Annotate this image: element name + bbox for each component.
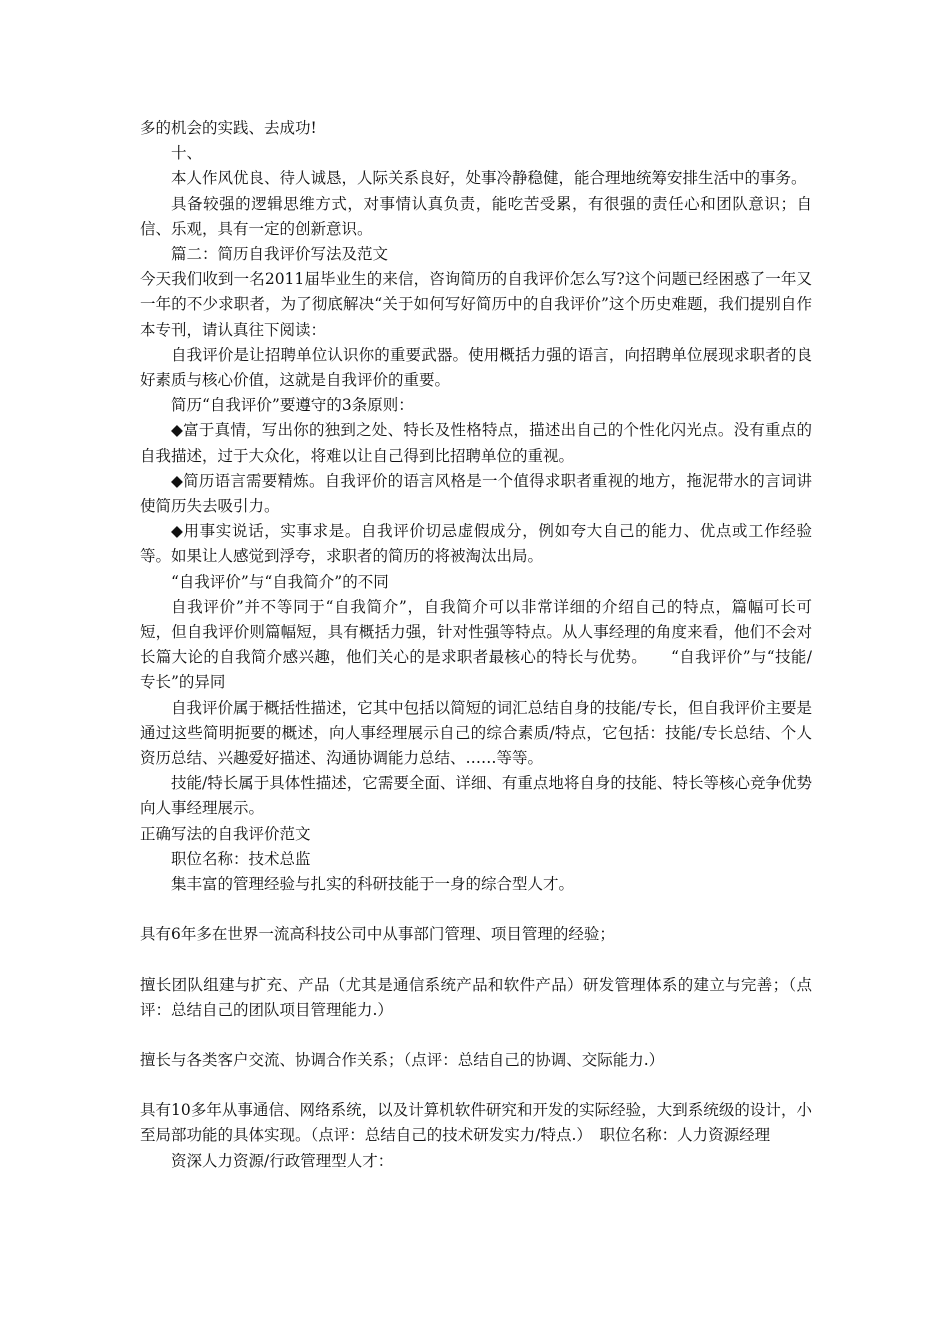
paragraph: 技能/特长属于具体性描述，它需要全面、详细、有重点地将自身的技能、特长等核心竞争优势向人事经理展示。 (140, 774, 812, 818)
paragraph: 职位名称：技术总监 (171, 849, 311, 868)
paragraph: 具备较强的逻辑思维方式，对事情认真负责，能吃苦受累，有很强的责任心和团队意识；自信、乐观，具有一定的创新意识。 (140, 194, 812, 238)
paragraph: 具有6年多在世界一流高科技公司中从事部门管理、项目管理的经验； (140, 925, 615, 944)
paragraph: 擅长团队组建与扩充、产品（尤其是通信系统产品和软件产品）研发管理体系的建立与完善；（点评：总结自己的团队项目管理能力.） (140, 975, 812, 1019)
paragraph: 自我评价是让招聘单位认识你的重要武器。使用概括力强的语言，向招聘单位展现求职者的良好素质与核心价值，这就是自我评价的重要。 (140, 345, 812, 390)
paragraph: 资深人力资源/行政管理型人才： (171, 1151, 394, 1170)
document-page (140, 116, 812, 1174)
paragraph: 擅长与各类客户交流、协调合作关系；（点评：总结自己的协调、交际能力.） (140, 1050, 665, 1069)
paragraph: 多的机会的实践、去成功! (140, 119, 317, 137)
paragraph: 十、 (171, 144, 203, 163)
paragraph: 具有10多年从事通信、网络系统，以及计算机软件研究和开发的实际经验，大到系统级的设计，小至局部功能的具体实现。（点评：总结自己的技术研发实力/特点.） 职位名称：人力资源经理 (140, 1101, 812, 1145)
paragraph: ◆富于真情，写出你的独到之处、特长及性格特点，描述出自己的个性化闪光点。没有重点的自我描述，过于大众化，将难以让自己得到比招聘单位的重视。 (140, 421, 812, 465)
paragraph: ◆简历语言需要精炼。自我评价的语言风格是一个值得求职者重视的地方，拖泥带水的言词讲使简历失去吸引力。 (140, 471, 812, 516)
paragraph: 今天我们收到一名2011届毕业生的来信，咨询简历的自我评价怎么写?这个问题已经困惑了一年又一年的不少求职者，为了彻底解决“关于如何写好简历中的自我评价”这个历史难题，我们提别自作本专刊，请认真往下阅读： (140, 270, 812, 339)
paragraph: ◆用事实说话，实事求是。自我评价切忌虚假成分，例如夸大自己的能力、优点或工作经验等。如果让人感觉到浮夸，求职者的简历的将被淘汰出局。 (140, 522, 812, 566)
paragraph: 篇二：简历自我评价写法及范文 (171, 245, 389, 264)
paragraph: 本人作风优良、待人诚恳，人际关系良好，处事冷静稳健，能合理地统筹安排生活中的事务。 (171, 169, 807, 188)
paragraph: “自我评价”与“自我简介”的不同 (171, 572, 389, 591)
paragraph: 简历“自我评价”要遵守的3条原则： (171, 396, 414, 415)
paragraph: 自我评价”并不等同于“自我简介”，自我简介可以非常详细的介绍自己的特点，篇幅可长可短，但自我评价则篇幅短，具有概括力强，针对性强等特点。从人事经理的角度来看，他们不会对长篇大论的自我简介感兴趣，他们关心的是求职者最核心的特长与优势。 “自我评价”与“技能/专长”的异同 (140, 597, 812, 692)
paragraph: 自我评价属于概括性描述，它其中包括以简短的词汇总结自身的技能/专长，但自我评价主要是通过这些简明扼要的概述，向人事经理展示自己的综合素质/特点，它包括：技能/专长总结、个人资历总结、兴趣爱好描述、沟通协调能力总结、……等等。 (140, 698, 812, 768)
paragraph: 集丰富的管理经验与扎实的科研技能于一身的综合型人才。 (171, 875, 575, 894)
paragraph: 正确写法的自我评价范文 (140, 824, 311, 843)
